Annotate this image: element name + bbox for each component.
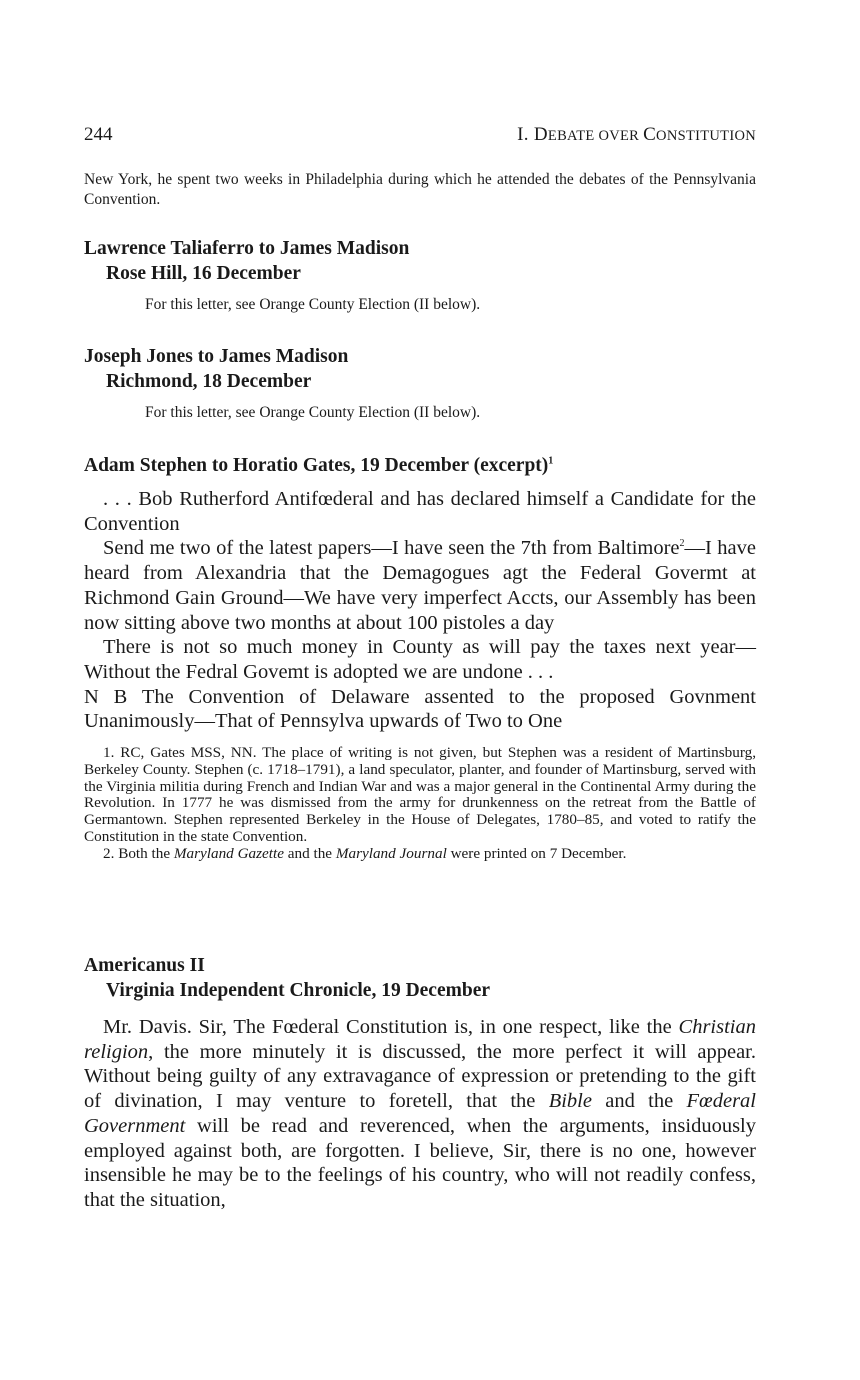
section-subheading: Rose Hill, 16 December bbox=[106, 263, 301, 284]
footnote-marker: 1 bbox=[548, 455, 554, 467]
running-title: I. DEBATE OVER CONSTITUTION bbox=[517, 124, 756, 145]
section-heading: Joseph Jones to James Madison Richmond, 18 December bbox=[84, 344, 756, 394]
article-body bbox=[84, 1015, 756, 1213]
page-number: 244 bbox=[84, 124, 113, 145]
section-subheading: Richmond, 18 December bbox=[106, 371, 312, 392]
letter-paragraph: There is not so much money in County as will pay the taxes next year—Without the Fedral Govemt is adopted we are undone . . . bbox=[84, 636, 756, 683]
letter-postscript: N B The Convention of Delaware assented to the proposed Govnment Unanimously—That of Pennsylva upwards of Two to One bbox=[84, 685, 756, 733]
letter-paragraph: Send me two of the latest papers—I have seen the 7th from Baltimore$^2$—I have heard from Alexandria that the Demagogues agt the Federal Govermt at Richmond Gain Ground—We have very imperfect Accts, our Assembly has been now sitting above two months at about 100 pistoles a day bbox=[84, 537, 756, 634]
section-stephen bbox=[84, 453, 756, 863]
cross-reference: For this letter, see Orange County Election (II below). bbox=[145, 296, 481, 313]
cross-reference: For this letter, see Orange County Election (II below). bbox=[145, 404, 481, 421]
letter-paragraph: . . . Bob Rutherford Antifœderal and has declared himself a Candidate for the Convention bbox=[84, 488, 756, 535]
section-americanus bbox=[84, 953, 756, 1213]
article-paragraph: Mr. Davis. Sir, The Fœderal Constitution is, in one respect, like the Christian religion, the more minutely it is discussed, the more perfect it will appear. Without being guilty of any extravagance of expression or pretending to the gift of divination, I may venture to foretell, that the Bible and the Fœderal Government will be read and reverenced, when the arguments, insiduously employed against both, are forgotten. I believe, Sir, there is no one, however insensible he may be to the feelings of his country, who will not readily confess, that the situation, bbox=[84, 1016, 756, 1211]
letter-body bbox=[84, 487, 756, 734]
section-heading: Americanus II Virginia Independent Chronicle, 19 December bbox=[84, 953, 756, 1003]
section-heading: Adam Stephen to Horatio Gates, 19 December (excerpt)$^1$ bbox=[84, 455, 554, 476]
footnote: 1. RC, Gates MSS, NN. The place of writing is not given, but Stephen was a resident of Martinsburg, Berkeley County. Stephen (c. 1718–1791), a land speculator, planter, and founder of Martinsburg, served with the Virginia militia during French and Indian War and was a major general in the Continental Army during the Revolution. In 1777 he was dismissed from the army for drunkenness on the retreat from the Battle of Germantown. Stephen represented Berkeley in the House of Delegates, 1780–85, and voted to ratify the Constitution in the state Convention. bbox=[84, 744, 756, 846]
section-taliaferro bbox=[84, 236, 756, 315]
footnote: 2. Both the Maryland Gazette and the Maryland Journal were printed on 7 December. bbox=[103, 844, 627, 862]
intro-paragraph: New York, he spent two weeks in Philadelphia during which he attended the debates of the Pennsylvania Convention. bbox=[84, 171, 756, 208]
section-jones bbox=[84, 344, 756, 423]
footnotes bbox=[84, 745, 756, 863]
section-subheading: Virginia Independent Chronicle, 19 December bbox=[106, 980, 491, 1001]
section-heading: Lawrence Taliaferro to James Madison Rose Hill, 16 December bbox=[84, 236, 756, 286]
footnote-marker: 2 bbox=[679, 538, 685, 550]
